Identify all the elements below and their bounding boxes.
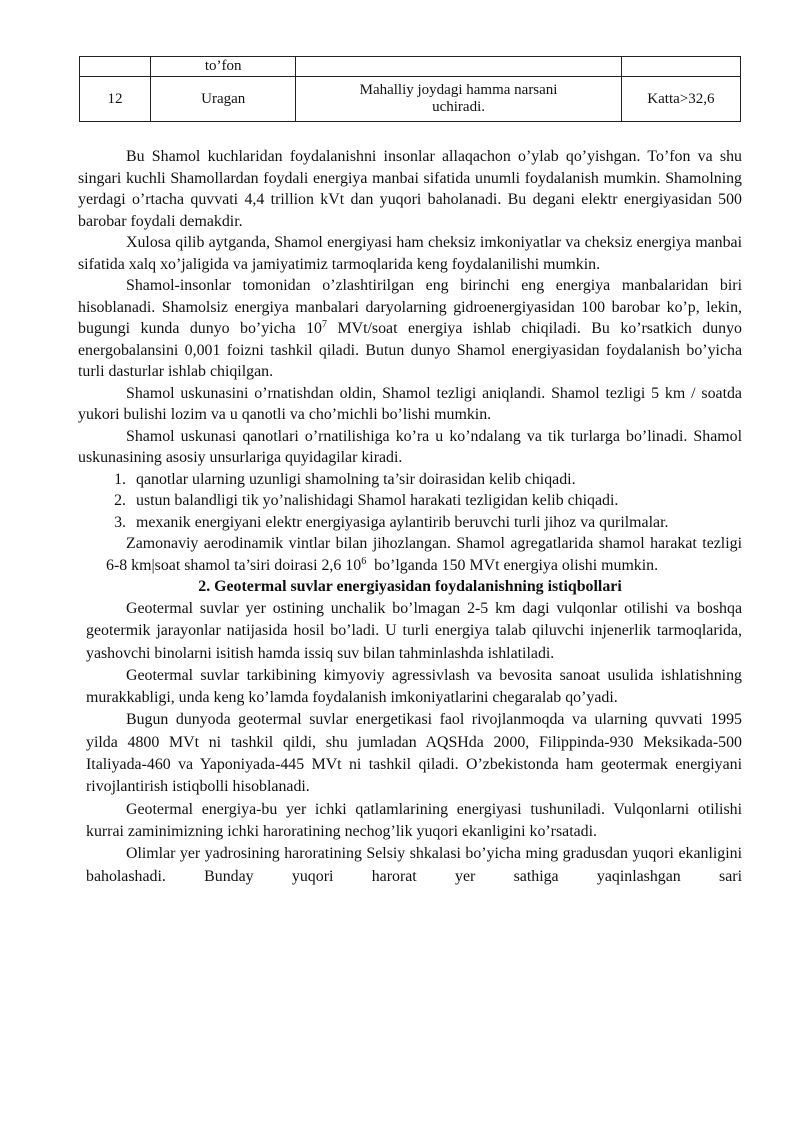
superscript: 6 [361,555,367,567]
table-cell [621,57,740,77]
paragraph-text: MVt/soat energiya ishlab chiqiladi. Bu ko’rsatkich dunyo energobalansini 0,001 foizni tashkil qiladi. Butun dunyo Shamol energiyasidan foydalanish bo’yicha turli dasturlar ishlab chiqilgan. [78,320,742,380]
table-cell-description [296,77,621,122]
body-text [78,146,742,888]
paragraph: Shamol uskunasini o’rnatishdan oldin, Shamol tezligi aniqlandi. Shamol tezligi 5 km / soatda yukori bulishi lozim va u qanotli va cho’michli bo’lishi mumkin. [78,384,742,423]
document-page [78,56,742,885]
table-row [80,77,741,122]
geothermal-section [86,598,742,888]
table-row [80,57,741,77]
list-item: 2. ustun balandligi tik yo’nalishidagi Shamol harakati tezligidan kelib chiqadi. [130,490,742,512]
list-item: 3. mexanik energiyani elektr energiyasiga aylantirib beruvchi turli jihoz va qurilmalar. [130,512,742,534]
paragraph: Geotermal energiya-bu yer ichki qatlamlarining energiyasi tushuniladi. Vulqonlarni otilishi kurrai zaminimizning ichki haroratining nechog’lik yuqori ekanligini ko’rsatadi. [86,800,742,840]
paragraph-text: bo’lganda 150 MVt energiya olishi mumkin. [366,556,659,574]
paragraph: Bugun dunyoda geotermal suvlar energetikasi faol rivojlanmoqda va ularning quvvati 1995 yilda 4800 MVt ni tashkil qildi, shu jumladan AQSHda 2000, Filippinda-930 Meksikada-500 Italiyada-460 va Yaponiyada-445 MVt ni tashkil qiladi. O’zbekistonda ham geotermak energiyani rivojlantirish istiqbolli hisoblanadi. [86,711,742,796]
paragraph [106,533,742,576]
table-cell [80,57,151,77]
section-heading: 2. Geotermal suvlar energiyasidan foydalanishning istiqbollari [198,578,622,595]
table-cell: to’fon [151,57,296,77]
list-item: 1. qanotlar ularning uzunligi shamolning ta’sir doirasidan kelib chiqadi. [130,469,742,491]
paragraph: Geotermal suvlar yer ostining unchalik bo’lmagan 2-5 km dagi vulqonlar otilishi va boshqa geotermik jarayonlar natijasida hosil bo’ladi. U turli energiya talab qiluvchi injenerlik tarmoqlarida, yashovchi binolarni isitish hamda issiq suv bilan tahminlashda ishlatiladi. [86,600,742,662]
table-cell-name: Uragan [151,77,296,122]
description-line: Mahalliy joydagi hamma narsani [359,82,558,98]
table-cell [296,57,621,77]
paragraph: Geotermal suvlar tarkibining kimyoviy agressivlash va bevosita sanoat usulida ishlatishning murakkabligi, unda keng ko’lamda foydalanish imkoniyatlarini chegaralab qo’yadi. [86,666,742,707]
superscript: 7 [322,319,327,330]
paragraph: Olimlar yer yadrosining haroratining Selsiy shkalasi bo’yicha ming gradusdan yuqori ekanligini baholashadi. Bunday yuqori harorat yer sathiga yaqinlashgan sari [86,845,742,885]
wind-scale-table [79,56,741,122]
paragraph-text: Shamol-insonlar tomonidan o’zlashtirilgan eng birinchi eng energiya manbalaridan biri hisoblanadi. Shamolsiz energiya manbalari daryolarning gidroenergiyasidan 100 barobar ko’p, lekin, bugungi kunda dunyo bo’yicha 10 [78,277,742,337]
paragraph: Bu Shamol kuchlaridan foydalanishni insonlar allaqachon o’ylab qo’yishgan. To’fon va shu singari kuchli Shamollardan foydali energiya manbai sifatida unumli foydalanish mumkin. Shamolning yerdagi o’rtacha quvvati 4,4 trillion kVt dan yuqori baholanadi. Bu degani elektr energiyasidan 500 barobar foydali demakdir. [78,148,742,230]
table-cell-number: 12 [80,77,151,122]
paragraph [78,275,742,383]
paragraph-text: Zamonaviy aerodinamik vintlar bilan jihozlangan. Shamol agregatlarida shamol harakat tezligi 6-8 km|soat shamol ta’siri doirasi 2,6 10 [106,535,742,574]
numbered-list [78,469,742,534]
paragraph: Shamol uskunasi qanotlari o’rnatilishiga ko’ra u ko’ndalang va tik turlarga bo’linadi. Shamol uskunasining asosiy unsurlariga quyidagilar kiradi. [78,427,742,466]
description-line: uchiradi. [432,99,485,115]
table-cell-value: Katta>32,6 [621,77,740,122]
paragraph: Xulosa qilib aytganda, Shamol energiyasi ham cheksiz imkoniyatlar va cheksiz energiya manbai sifatida xalq xo’jaligida va jamiyatimiz tarmoqlarida keng foydalanilishi mumkin. [78,234,742,273]
